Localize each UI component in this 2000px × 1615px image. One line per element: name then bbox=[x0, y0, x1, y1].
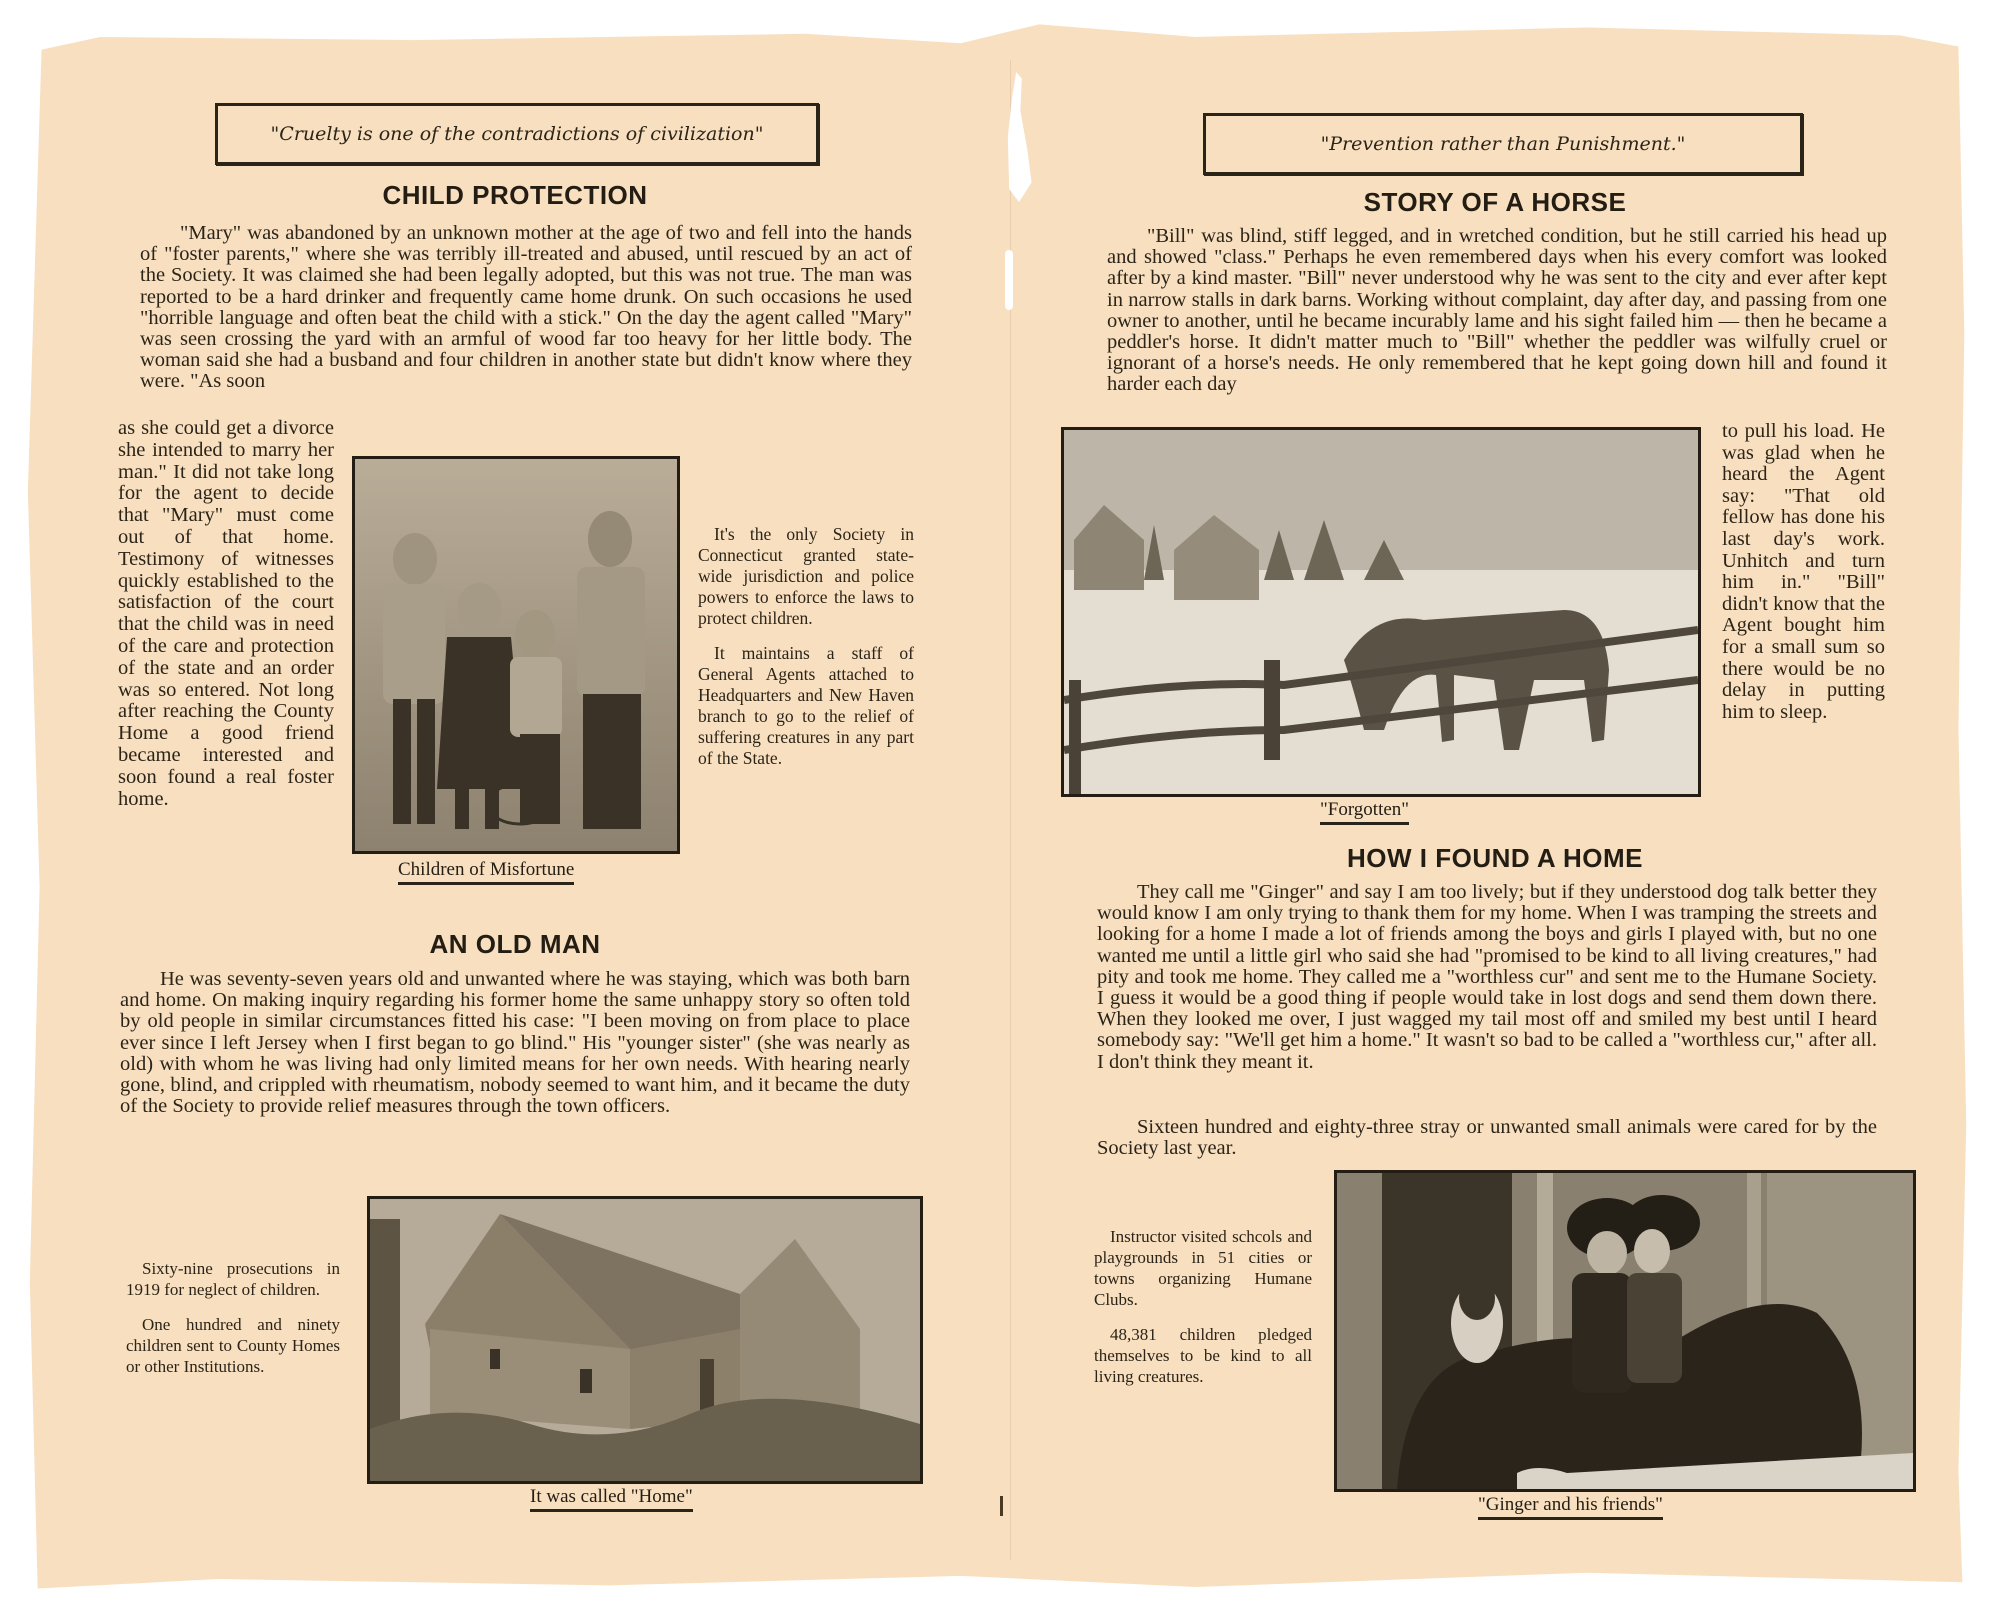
child-protection-notes bbox=[698, 524, 914, 783]
horse-photo bbox=[1061, 427, 1701, 797]
horse-column: to pull his load. He was glad when he heard the Agent say: "That old fellow has done his last day's work. Unhitch and turn him in." "Bill" didn't know that the Agent bought him for a small sum so there would be no delay in putting him to sleep. bbox=[1722, 420, 1885, 723]
right-quote-box bbox=[1203, 113, 1803, 175]
children-photo bbox=[352, 456, 680, 854]
barn-photo bbox=[367, 1196, 923, 1484]
child-protection-heading: CHILD PROTECTION bbox=[382, 180, 648, 210]
old-man-heading: AN OLD MAN bbox=[429, 929, 601, 959]
child-protection-paragraph: "Mary" was abandoned by an unknown mother at the age of two and fell into the hands of "foster parents," where she was terribly ill-treated and abused, until rescued by an act of the Society. It was claimed she had been legally adopted, but this was not true. The man was reported to be a hard drinker and frequently came home drunk. On such occasions he used "horrible language and often beat the child with a stick." On the day the agent called "Mary" was seen crossing the yard with an armful of wood far too heavy for her little body. The woman said she had a busband and four children in another state but didn't know where they were. "As soon bbox=[140, 222, 912, 393]
barn-photo-caption: It was called "Home" bbox=[530, 1486, 693, 1512]
left-quote-box bbox=[215, 103, 819, 165]
right-quote: "Prevention rather than Punishment." bbox=[1320, 133, 1686, 155]
old-man-notes bbox=[126, 1258, 340, 1391]
note-prosecutions: Sixty-nine prosecutions in 1919 for neglect of children. bbox=[126, 1259, 340, 1299]
paper-tear-small bbox=[1005, 250, 1013, 310]
note-general-agents: It maintains a staff of General Agents attached to Headquarters and New Haven branch to go to the relief of suffering creatures in any part of the State. bbox=[698, 643, 914, 768]
horse-heading: STORY OF A HORSE bbox=[1363, 187, 1627, 217]
note-children-pledged: 48,381 children pledged themselves to be kind to all living creatures. bbox=[1094, 1325, 1312, 1386]
child-protection-column: as she could get a divorce she intended to marry her man." It did not take long for the agent to decide that "Mary" must come out of that home. Testimony of witnesses quickly established to the satisfaction of the court that the child was in need of the care and protection of the state and an order was so entered. Not long after reaching the County Home a good friend became interested and soon found a real foster home. bbox=[118, 417, 334, 810]
old-man-paragraph: He was seventy-seven years old and unwanted where he was staying, which was both barn and home. On making inquiry regarding his former home the same unhappy story so often told by old people in similar circumstances fitted his case: "I been moving on from place to place ever since I left Jersey when I first began to go blind." His "younger sister" (she was nearly as old) with whom he was living had only limited means for her own needs. With hearing nearly gone, blind, and crippled with rheumatism, nobody seemed to want him, and it became the duty of the Society to provide relief measures through the town officers. bbox=[120, 968, 910, 1118]
left-quote: "Cruelty is one of the contradictions of civilization" bbox=[270, 123, 764, 145]
ginger-photo-caption: "Ginger and his friends" bbox=[1478, 1494, 1663, 1520]
home-paragraph-1: They call me "Ginger" and say I am too lively; but if they understood dog talk better they would know I am only trying to thank them for my home. When I was tramping the streets and looking for a home I made a lot of friends among the boys and girls I played with, but no one wanted me until a little girl who said she had "promised to be kind to all living creatures," had pity and took me home. They called me a "worthless cur" and sent me to the Humane Society. I guess it would be a good thing if people would take in lost dogs and send them down there. When they looked me over, I just wagged my tail most off and smiled my best until I heard somebody say: "We'll get him a home." It wasn't so bad to be called a "worthless cur," after all. I don't think they meant it. bbox=[1097, 881, 1877, 1073]
horse-photo-caption: "Forgotten" bbox=[1320, 799, 1409, 825]
horse-paragraph: "Bill" was blind, stiff legged, and in wretched condition, but he still carried his head up and showed "class." Perhaps he even remembered days when his every comfort was looked after by a kind master. "Bill" never understood why he was sent to the city and ever after kept in narrow stalls in dark barns. Working without complaint, day after day, and passing from one owner to another, until he became incurably lame and his sight failed him — then he became a peddler's horse. It didn't matter much to "Bill" whether the peddler was wilfully cruel or ignorant of a horse's needs. He only remembered that he kept going down hill and found it harder each day bbox=[1107, 225, 1887, 396]
note-only-society: It's the only Society in Connecticut granted state-wide jurisdiction and police powers to enforce the laws to protect children. bbox=[698, 524, 914, 628]
center-mark bbox=[1000, 1496, 1003, 1516]
home-heading: HOW I FOUND A HOME bbox=[1347, 843, 1643, 873]
note-county-homes: One hundred and ninety children sent to County Homes or other Institutions. bbox=[126, 1315, 340, 1376]
children-photo-caption: Children of Misfortune bbox=[398, 859, 574, 885]
home-paragraph-2: Sixteen hundred and eighty-three stray or unwanted small animals were cared for by the Society last year. bbox=[1097, 1116, 1877, 1160]
ginger-photo bbox=[1334, 1170, 1916, 1492]
home-notes bbox=[1094, 1226, 1312, 1401]
note-instructor: Instructor visited schcols and playgrounds in 51 cities or towns organizing Humane Clubs. bbox=[1094, 1227, 1312, 1309]
